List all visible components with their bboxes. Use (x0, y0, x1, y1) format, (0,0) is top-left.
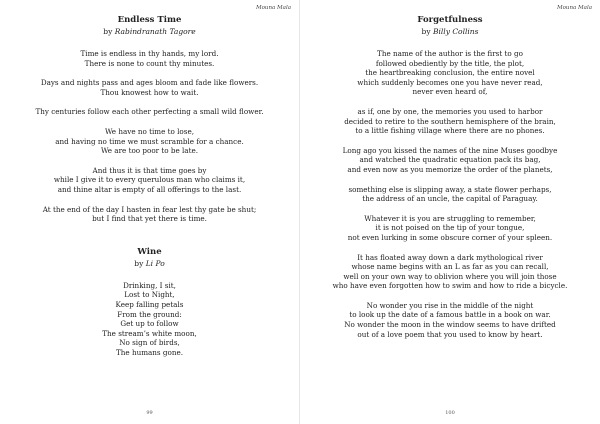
poem-title: Wine (137, 246, 162, 257)
poem-stanza (300, 253, 600, 291)
poem-stanza (0, 78, 299, 97)
poem-byline (300, 26, 600, 37)
poem-stanza (300, 107, 600, 136)
poem-byline (0, 258, 299, 269)
poem-line: Time is endless in thy hands, my lord. (80, 49, 219, 58)
poem-stanza (0, 107, 299, 117)
poem (0, 246, 299, 358)
poem-line: not even lurking in some obscure corner of your spleen. (347, 232, 553, 242)
poem-line: Whatever it is you are struggling to remember, (364, 213, 536, 223)
poem-line: the address of an uncle, the capital of Paraguay. (362, 194, 538, 204)
byline-prefix: by (421, 27, 431, 36)
poem-line: And thus it is that time goes by (92, 165, 207, 175)
poem-line: Thy centuries follow each other perfecting a small wild flower. (35, 107, 264, 117)
poem-line: Get up to follow (120, 319, 179, 329)
poem-line: It has floated away down a dark mythological river (357, 252, 543, 262)
poem-line: We have no time to lose, (105, 126, 194, 136)
right-page-content (300, 14, 600, 349)
poem-line: and even now as you memorize the order of the planets, (347, 164, 553, 174)
poem-stanza (300, 214, 600, 243)
poem-line: followed obediently by the title, the plot, (375, 58, 525, 68)
poem-line: to look up the date of a famous battle in a book on war. (349, 310, 551, 320)
poem-line: who have even forgotten how to swim and how to ride a bicycle. (332, 281, 568, 291)
poem-line: Days and nights pass and ages bloom and fade like flowers. (40, 78, 259, 88)
left-page-content (0, 14, 299, 367)
poem-line: No wonder the moon in the window seems to have drifted (344, 320, 556, 330)
poem-line: while I give it to every querulous man who claims it, (53, 175, 246, 185)
poem-line: From the ground: (117, 309, 182, 319)
poem-title: Endless Time (117, 15, 182, 25)
poem-line: Lost to Night, (124, 290, 175, 300)
poem-author: Billy Collins (432, 27, 479, 36)
poem-line: something else is slipping away, a state flower perhaps, (348, 184, 552, 194)
poem-line: The humans gone. (115, 347, 184, 357)
poem-line: and watched the quadratic equation pack its bag, (359, 155, 541, 165)
poem-stanza (0, 127, 299, 156)
byline-prefix: by (103, 27, 113, 36)
poem-line: There is none to count thy minutes. (84, 58, 215, 68)
poem-stanza (300, 301, 600, 339)
poem-line: No wonder you rise in the middle of the night (366, 300, 534, 310)
poem-line: whose name begins with an L as far as you can recall, (351, 262, 549, 272)
poem-author: Rabindranath Tagore (114, 27, 196, 36)
poem-line: Thou knowest how to wait. (100, 87, 199, 97)
poem-line: which suddenly becomes one you have never read, (357, 77, 543, 87)
poem-line: The stream’s white moon, (102, 328, 197, 338)
poem-stanza (300, 49, 600, 97)
poem-line: decided to retire to the southern hemisphere of the brain, (344, 116, 556, 126)
poem-stanza (0, 166, 299, 195)
poem-stanza (300, 185, 600, 204)
right-page (300, 0, 600, 424)
poem-line: Long ago you kissed the names of the nine Muses goodbye (342, 145, 558, 155)
poem-stanza (0, 49, 299, 68)
poem-line: No sign of birds, (119, 338, 180, 348)
poem-stanza (0, 205, 299, 224)
poem-line: to a little fishing village where there are no phones. (355, 126, 545, 136)
poem-line: the heartbreaking conclusion, the entire novel (365, 68, 535, 78)
page-number-right: 100 (445, 410, 455, 416)
poem-line: We are too poor to be late. (100, 146, 199, 156)
poem-title: Forgetfulness (417, 15, 483, 25)
poem-line: At the end of the day I hasten in fear lest thy gate be shut; (42, 204, 257, 214)
poem-line: The name of the author is the first to go (377, 49, 523, 58)
running-head-left: Mouna Mala (255, 5, 291, 11)
running-head-right: Mouna Mala (556, 5, 592, 11)
poem-line: as if, one by one, the memories you used to harbor (357, 106, 543, 116)
poem-stanza (300, 146, 600, 175)
poem (300, 14, 600, 339)
poem-line: Drinking, I sit, (123, 280, 176, 290)
poem-line: never even heard of, (412, 87, 488, 97)
poem-author: Li Po (145, 258, 165, 268)
page-number-left: 99 (146, 410, 153, 416)
poem-line: and having no time we must scramble for a chance. (55, 136, 244, 146)
poem-line: but I find that yet there is time. (92, 214, 207, 224)
poem-line: out of a love poem that you used to know by heart. (357, 329, 543, 339)
byline-prefix: by (134, 258, 144, 268)
poem-stanza (0, 281, 299, 358)
poem-byline (0, 26, 299, 37)
poem-line: it is not poised on the tip of your tongue, (375, 223, 525, 233)
poem-line: well on your own way to oblivion where you will join those (343, 271, 557, 281)
poem-line: Keep falling petals (115, 299, 184, 309)
poem-line: and thine altar is empty of all offerings to the last. (57, 184, 242, 194)
poem (0, 14, 299, 224)
